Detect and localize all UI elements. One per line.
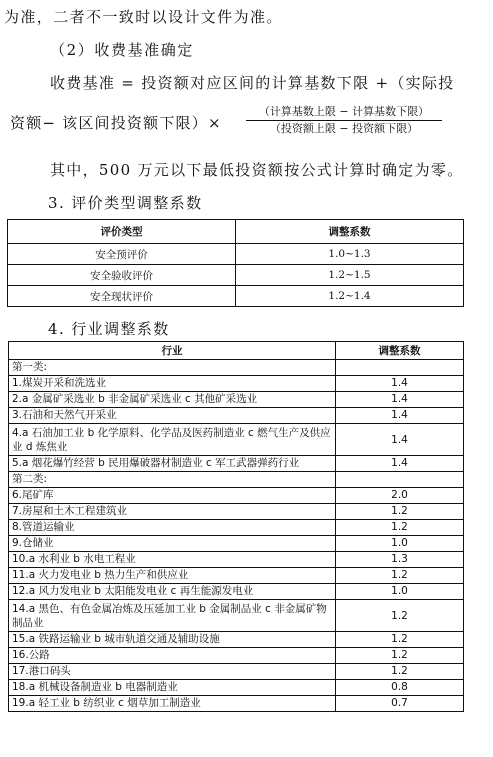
table-row (9, 680, 464, 696)
table-row (9, 632, 464, 648)
evaluation-type-name-cell: 安全验收评价 (8, 265, 236, 286)
industry-coefficient-cell: 0.7 (336, 696, 464, 712)
table-row (9, 456, 464, 472)
industry-coefficient-table (8, 341, 464, 712)
table2-header-industry: 行业 (9, 342, 336, 360)
industry-coefficient-cell: 0.8 (336, 680, 464, 696)
table-row (9, 504, 464, 520)
evaluation-type-coefficient-cell: 1.2~1.5 (236, 265, 464, 286)
fraction-denominator: （投资额上限 − 投资额下限） (269, 122, 419, 135)
formula-line-1: 收费基准 = 投资额对应区间的计算基数下限 +（实际投 (50, 74, 455, 92)
section-4-title: 4. 行业调整系数 (48, 320, 170, 338)
table1-header-type: 评价类型 (8, 220, 236, 244)
industry-coefficient-cell: 1.0 (336, 584, 464, 600)
industry-name-cell: 5.a 烟花爆竹经营 b 民用爆破器材制造业 c 军工武器弹药行业 (9, 456, 336, 472)
table-row (8, 244, 464, 265)
table-row (8, 265, 464, 286)
table-row (9, 536, 464, 552)
evaluation-type-coefficient-cell: 1.2~1.4 (236, 286, 464, 307)
industry-coefficient-cell: 1.3 (336, 552, 464, 568)
table-row (9, 424, 464, 456)
formula-line-2: 资额− 该区间投资额下限）× (10, 114, 222, 132)
fee-basis-heading: （2）收费基准确定 (50, 41, 194, 59)
section-3-title: 3. 评价类型调整系数 (48, 194, 203, 212)
table-row (9, 568, 464, 584)
table-row (9, 648, 464, 664)
evaluation-type-name-cell: 安全预评价 (8, 244, 236, 265)
table-row (9, 392, 464, 408)
table-row (9, 584, 464, 600)
table-row (9, 472, 464, 488)
table-row (9, 376, 464, 392)
industry-name-cell: 1.煤炭开采和洗选业 (9, 376, 336, 392)
industry-name-cell: 16.公路 (9, 648, 336, 664)
industry-name-cell: 17.港口码头 (9, 664, 336, 680)
industry-name-cell: 第二类: (9, 472, 336, 488)
paragraph-top-text: 为准，二者不一致时以设计文件为准。 (4, 8, 283, 26)
industry-name-cell: 19.a 轻工业 b 纺织业 c 烟草加工制造业 (9, 696, 336, 712)
industry-coefficient-cell: 1.0 (336, 536, 464, 552)
industry-coefficient-cell: 1.2 (336, 568, 464, 584)
table-row (9, 520, 464, 536)
industry-coefficient-cell: 1.4 (336, 408, 464, 424)
table-row (9, 664, 464, 680)
industry-name-cell: 4.a 石油加工业 b 化学原料、化学品及医药制造业 c 燃气生产及供应业 d 炼焦业 (9, 424, 336, 456)
evaluation-type-name-cell: 安全现状评价 (8, 286, 236, 307)
zero-minimum-note: 其中，500 万元以下最低投资额按公式计算时确定为零。 (50, 161, 464, 179)
industry-coefficient-cell (336, 360, 464, 376)
industry-name-cell: 7.房屋和土木工程建筑业 (9, 504, 336, 520)
industry-name-cell: 3.石油和天然气开采业 (9, 408, 336, 424)
industry-name-cell: 6.尾矿库 (9, 488, 336, 504)
industry-name-cell: 2.a 金属矿采选业 b 非金属矿采选业 c 其他矿采选业 (9, 392, 336, 408)
table-row (9, 696, 464, 712)
industry-coefficient-cell: 1.2 (336, 520, 464, 536)
industry-name-cell: 11.a 火力发电业 b 热力生产和供应业 (9, 568, 336, 584)
industry-coefficient-cell: 2.0 (336, 488, 464, 504)
industry-name-cell: 15.a 铁路运输业 b 城市轨道交通及辅助设施 (9, 632, 336, 648)
industry-name-cell: 9.仓储业 (9, 536, 336, 552)
table2-header-coefficient: 调整系数 (336, 342, 464, 360)
table-row (8, 286, 464, 307)
industry-coefficient-cell (336, 472, 464, 488)
industry-coefficient-cell: 1.2 (336, 632, 464, 648)
industry-name-cell: 第一类: (9, 360, 336, 376)
industry-name-cell: 12.a 风力发电业 b 太阳能发电业 c 再生能源发电业 (9, 584, 336, 600)
table-row (9, 600, 464, 632)
table-row (9, 360, 464, 376)
table-row (9, 552, 464, 568)
table-row (9, 488, 464, 504)
fraction-numerator: （计算基数上限 − 计算基数下限） (246, 105, 442, 121)
industry-name-cell: 10.a 水利业 b 水电工程业 (9, 552, 336, 568)
evaluation-type-table (7, 219, 464, 307)
industry-coefficient-cell: 1.2 (336, 648, 464, 664)
industry-coefficient-cell: 1.4 (336, 392, 464, 408)
industry-coefficient-cell: 1.2 (336, 664, 464, 680)
formula-fraction (246, 105, 442, 136)
industry-coefficient-cell: 1.2 (336, 504, 464, 520)
industry-name-cell: 18.a 机械设备制造业 b 电器制造业 (9, 680, 336, 696)
industry-coefficient-cell: 1.4 (336, 376, 464, 392)
industry-coefficient-cell: 1.4 (336, 456, 464, 472)
table1-header-coefficient: 调整系数 (236, 220, 464, 244)
table-row (9, 408, 464, 424)
industry-coefficient-cell: 1.2 (336, 600, 464, 632)
evaluation-type-coefficient-cell: 1.0~1.3 (236, 244, 464, 265)
industry-name-cell: 14.a 黑色、有色金属冶炼及压延加工业 b 金属制品业 c 非金属矿物制品业 (9, 600, 336, 632)
industry-coefficient-cell: 1.4 (336, 424, 464, 456)
industry-name-cell: 8.管道运输业 (9, 520, 336, 536)
